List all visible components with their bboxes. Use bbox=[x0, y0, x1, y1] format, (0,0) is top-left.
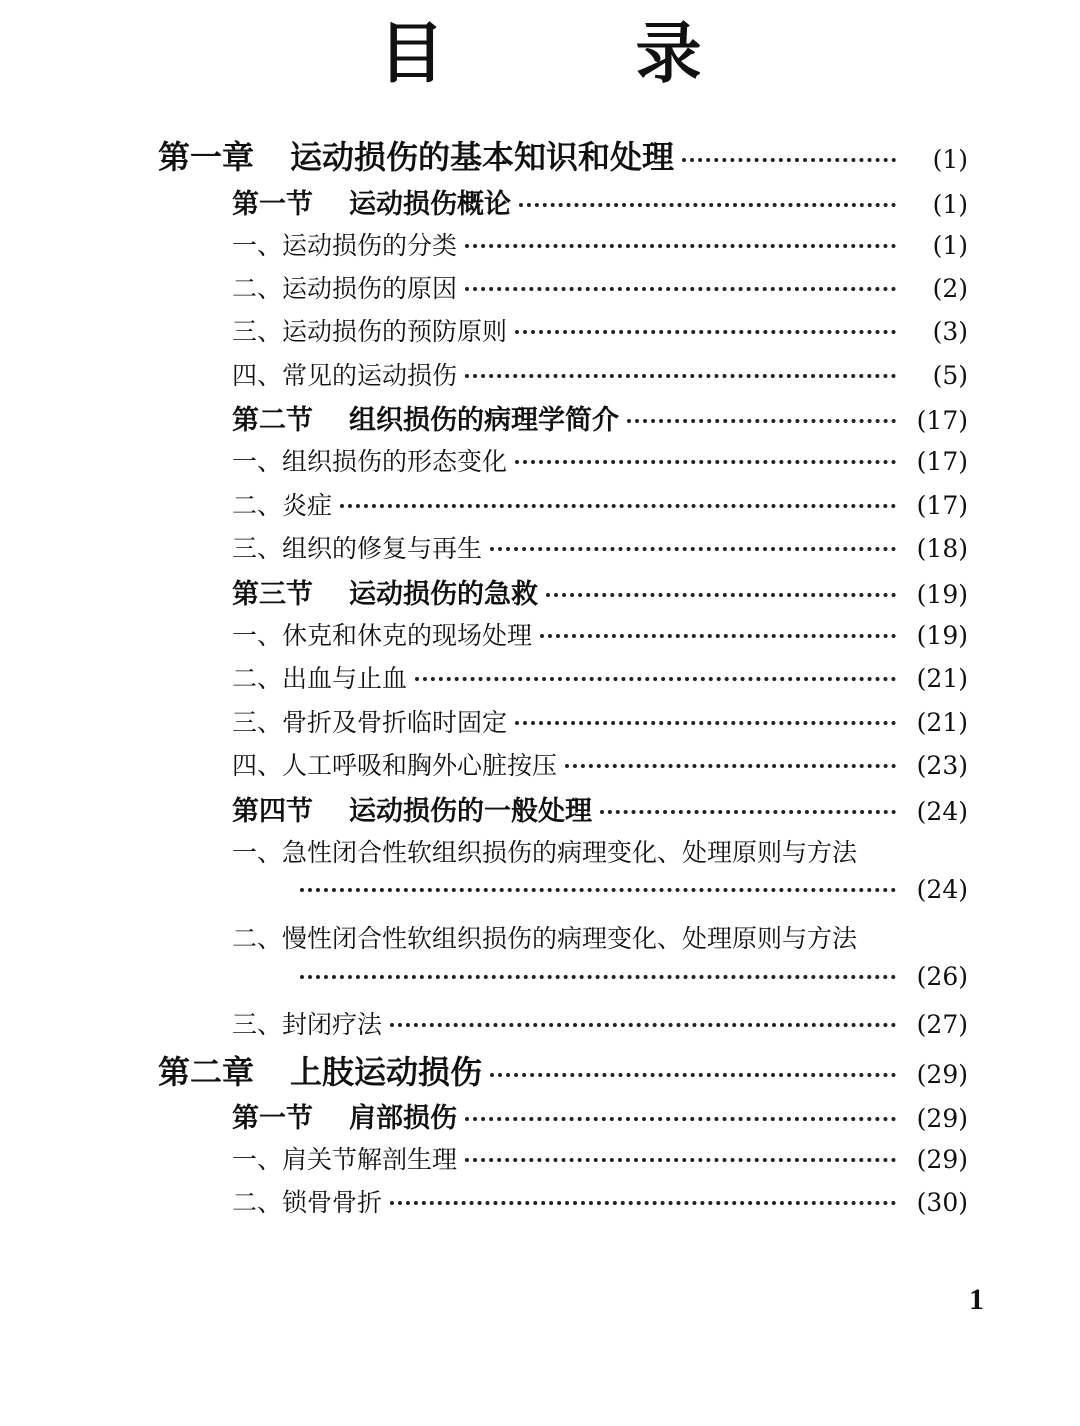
toc-item[interactable] bbox=[232, 269, 968, 305]
toc-page-ref: (19) bbox=[916, 621, 968, 650]
toc-page-ref: (24) bbox=[916, 875, 968, 904]
item-title: 二、炎症 bbox=[232, 491, 333, 520]
dot-leader bbox=[600, 806, 896, 814]
toc-page-ref: (19) bbox=[916, 580, 968, 609]
dot-leader bbox=[682, 154, 896, 162]
toc-page-ref: (1) bbox=[932, 145, 968, 174]
toc-chapter-2[interactable] bbox=[158, 1047, 968, 1093]
item-title: 三、骨折及骨折临时固定 bbox=[232, 708, 508, 737]
chapter-title: 上肢运动损伤 bbox=[290, 1053, 483, 1091]
toc-page-ref: (17) bbox=[916, 447, 968, 476]
toc-section-1-1[interactable] bbox=[232, 182, 968, 221]
toc-section-1-3[interactable] bbox=[232, 572, 968, 611]
dot-leader bbox=[627, 415, 896, 423]
toc-item[interactable] bbox=[232, 1005, 968, 1041]
toc-item[interactable] bbox=[232, 356, 968, 392]
dot-leader bbox=[546, 589, 896, 597]
section-number: 第一节 bbox=[232, 1103, 313, 1134]
section-title: 运动损伤的一般处理 bbox=[349, 796, 592, 827]
dot-leader bbox=[465, 370, 896, 378]
dot-leader bbox=[490, 1069, 896, 1077]
page-number: 1 bbox=[969, 1283, 984, 1316]
item-title: 二、运动损伤的原因 bbox=[232, 274, 458, 303]
toc-page-ref: (17) bbox=[916, 406, 968, 435]
dot-leader bbox=[390, 1197, 896, 1205]
section-title: 运动损伤概论 bbox=[349, 189, 511, 220]
section-number: 第三节 bbox=[232, 579, 313, 610]
toc-item[interactable] bbox=[232, 529, 968, 565]
toc-section-1-2[interactable] bbox=[232, 398, 968, 437]
dot-leader bbox=[519, 199, 896, 207]
toc-item[interactable] bbox=[232, 312, 968, 348]
toc-page-ref: (18) bbox=[916, 534, 968, 563]
item-title: 一、运动损伤的分类 bbox=[232, 231, 458, 260]
item-title: 二、出血与止血 bbox=[232, 664, 408, 693]
dot-leader bbox=[565, 760, 896, 768]
section-title: 肩部损伤 bbox=[349, 1103, 457, 1134]
dot-leader bbox=[340, 500, 896, 508]
toc-item-continuation[interactable] bbox=[300, 875, 968, 904]
item-title: 一、休克和休克的现场处理 bbox=[232, 621, 533, 650]
section-number: 第一节 bbox=[232, 189, 313, 220]
toc-item-title-line[interactable] bbox=[232, 919, 968, 955]
item-title: 三、组织的修复与再生 bbox=[232, 534, 483, 563]
item-title: 三、封闭疗法 bbox=[232, 1010, 383, 1039]
toc-item[interactable] bbox=[232, 1183, 968, 1219]
dot-leader bbox=[465, 1113, 896, 1121]
dot-leader bbox=[540, 630, 896, 638]
toc-item[interactable] bbox=[232, 442, 968, 478]
dot-leader bbox=[300, 971, 896, 979]
toc-page-ref: (1) bbox=[932, 231, 968, 260]
toc-page-ref: (21) bbox=[916, 664, 968, 693]
dot-leader bbox=[465, 1154, 896, 1162]
dot-leader bbox=[390, 1019, 896, 1027]
chapter-number: 第一章 bbox=[158, 138, 255, 176]
dot-leader bbox=[300, 884, 896, 892]
item-title: 二、锁骨骨折 bbox=[232, 1188, 383, 1217]
toc-page-ref: (27) bbox=[916, 1010, 968, 1039]
toc-page-ref: (26) bbox=[916, 962, 968, 991]
toc-page-ref: (2) bbox=[932, 274, 968, 303]
dot-leader bbox=[515, 456, 896, 464]
item-title: 四、人工呼吸和胸外心脏按压 bbox=[232, 751, 558, 780]
item-title: 三、运动损伤的预防原则 bbox=[232, 317, 508, 346]
toc-item[interactable] bbox=[232, 703, 968, 739]
toc-page-ref: (29) bbox=[916, 1104, 968, 1133]
toc-item[interactable] bbox=[232, 486, 968, 522]
dot-leader bbox=[465, 283, 896, 291]
toc-page-ref: (3) bbox=[932, 317, 968, 346]
toc-page-ref: (1) bbox=[932, 190, 968, 219]
dot-leader bbox=[490, 543, 896, 551]
dot-leader bbox=[515, 326, 896, 334]
toc-page-ref: (5) bbox=[932, 361, 968, 390]
section-title: 运动损伤的急救 bbox=[349, 579, 538, 610]
toc-page-ref: (21) bbox=[916, 708, 968, 737]
toc-item[interactable] bbox=[232, 1140, 968, 1176]
toc-item[interactable] bbox=[232, 226, 968, 262]
section-number: 第二节 bbox=[232, 405, 313, 436]
toc-item[interactable] bbox=[232, 616, 968, 652]
dot-leader bbox=[415, 673, 896, 681]
dot-leader bbox=[465, 240, 896, 248]
toc-page-ref: (29) bbox=[916, 1060, 968, 1089]
section-number: 第四节 bbox=[232, 796, 313, 827]
item-title: 一、组织损伤的形态变化 bbox=[232, 447, 508, 476]
item-title: 四、常见的运动损伤 bbox=[232, 361, 458, 390]
chapter-number: 第二章 bbox=[158, 1053, 255, 1091]
page-title: 目 录 bbox=[378, 15, 786, 92]
item-title: 一、急性闭合性软组织损伤的病理变化、处理原则与方法 bbox=[232, 838, 858, 867]
toc-page-ref: (29) bbox=[916, 1145, 968, 1174]
toc-section-2-1[interactable] bbox=[232, 1096, 968, 1135]
item-title: 二、慢性闭合性软组织损伤的病理变化、处理原则与方法 bbox=[232, 924, 858, 953]
toc-page-ref: (24) bbox=[916, 797, 968, 826]
toc-item[interactable] bbox=[232, 659, 968, 695]
item-title: 一、肩关节解剖生理 bbox=[232, 1145, 458, 1174]
toc-section-1-4[interactable] bbox=[232, 789, 968, 828]
toc-item[interactable] bbox=[232, 746, 968, 782]
toc-page-ref: (17) bbox=[916, 491, 968, 520]
toc-page-ref: (30) bbox=[916, 1188, 968, 1217]
dot-leader bbox=[515, 717, 896, 725]
toc-page-ref: (23) bbox=[916, 751, 968, 780]
section-title: 组织损伤的病理学简介 bbox=[349, 405, 619, 436]
toc-item-title-line[interactable] bbox=[232, 833, 968, 869]
toc-item-continuation[interactable] bbox=[300, 962, 968, 991]
toc-chapter-1[interactable] bbox=[158, 132, 968, 178]
chapter-title: 运动损伤的基本知识和处理 bbox=[290, 138, 675, 176]
